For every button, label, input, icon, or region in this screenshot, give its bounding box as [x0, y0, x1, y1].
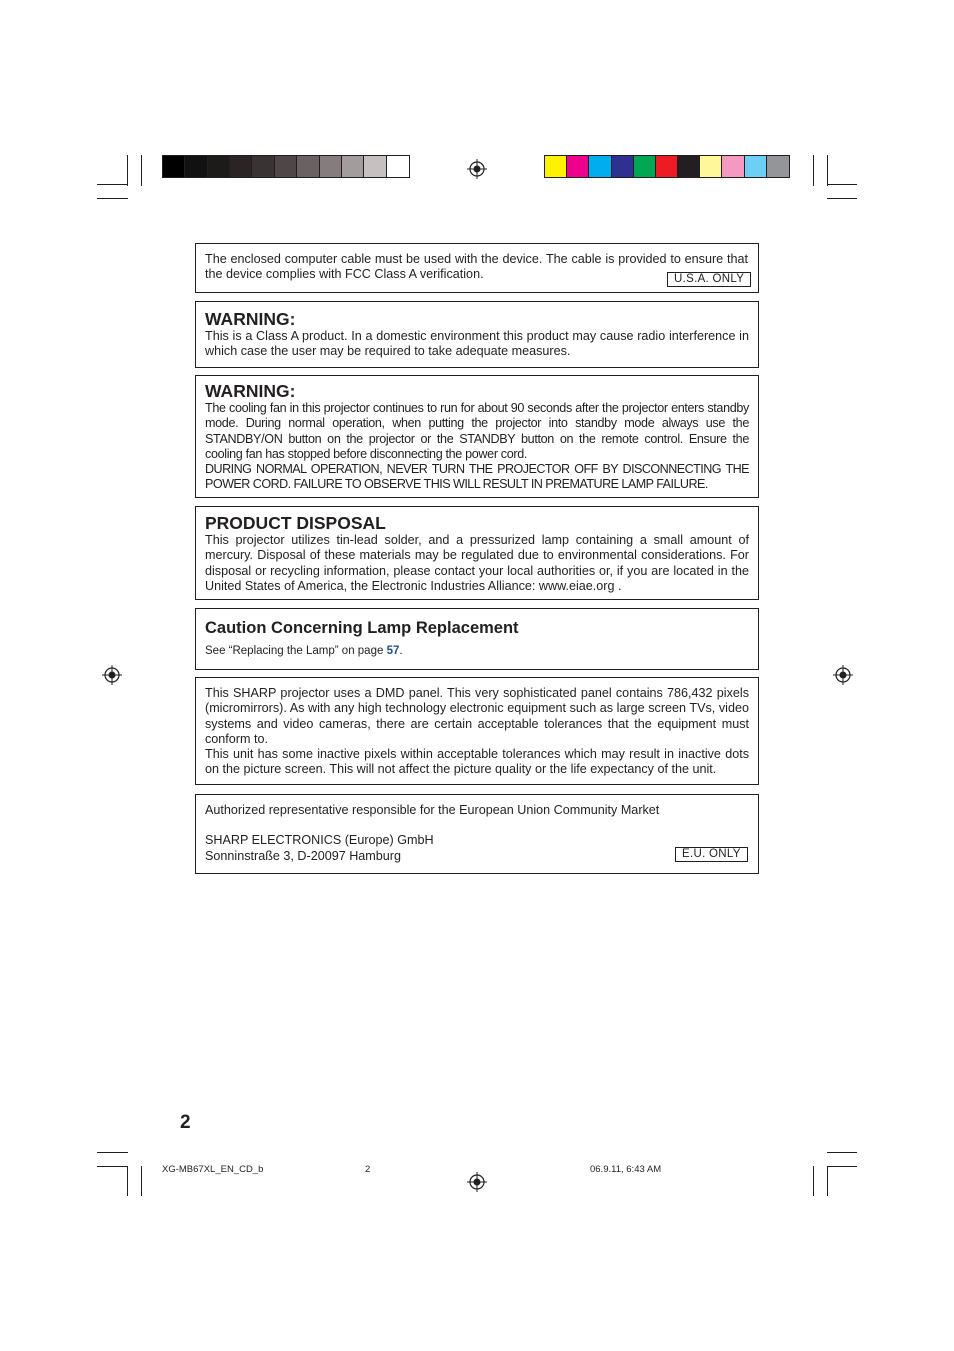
eu-representative-text: Authorized representative responsible for the European Union Community Market [205, 803, 660, 817]
color-swatch [230, 156, 252, 177]
grayscale-color-bar [162, 155, 410, 178]
dmd-panel-text: This SHARP projector uses a DMD panel. This very sophisticated panel contains 786,432 pixels (micromirrors). As with any high technology electronic equipment such as large screen TVs, video systems and video cameras, there are certain acceptable tolerances that the equipment must conform to. [205, 686, 749, 746]
footer-file-name: XG-MB67XL_EN_CD_b [162, 1164, 264, 1175]
color-swatch [722, 156, 744, 177]
product-disposal-text: This projector utilizes tin-lead solder, and a pressurized lamp containing a small amount of mercury. Disposal of these materials may be regulated due to environmental considerations. For disposal or recycling information, please contact your local authorities or, if you are located in the United States of America, the Electronic Industries Alliance: www.eiae.org . [205, 533, 749, 593]
color-swatch [275, 156, 297, 177]
footer-timestamp: 06.9.11, 6:43 AM [590, 1164, 662, 1175]
color-swatch [656, 156, 678, 177]
color-swatch [634, 156, 656, 177]
lamp-caution-heading: Caution Concerning Lamp Replacement [205, 619, 519, 637]
color-swatch [297, 156, 319, 177]
color-swatch [545, 156, 567, 177]
eu-representative-box [195, 794, 759, 874]
color-swatch [567, 156, 589, 177]
company-name: SHARP ELECTRONICS (Europe) GmbH [205, 833, 434, 848]
color-swatch [678, 156, 700, 177]
power-cord-warning-text: DURING NORMAL OPERATION, NEVER TURN THE PROJECTOR OFF BY DISCONNECTING THE POWER CORD. FAILURE TO OBSERVE THIS WILL RESULT IN PREMATURE LAMP FAILURE. [205, 462, 749, 492]
registration-mark-icon [833, 665, 853, 685]
color-swatch [589, 156, 611, 177]
footer-page-number: 2 [365, 1164, 371, 1175]
warning-heading: WARNING: [205, 381, 296, 401]
product-disposal-box [195, 506, 759, 600]
color-swatch [185, 156, 207, 177]
color-swatch [163, 156, 185, 177]
color-swatch [252, 156, 274, 177]
lamp-replacement-box [195, 608, 759, 670]
color-swatch [700, 156, 722, 177]
color-swatch [612, 156, 634, 177]
cooling-fan-warning-box [195, 375, 759, 498]
class-a-warning-box [195, 301, 759, 368]
company-address: Sonninstraße 3, D-20097 Hamburg [205, 848, 402, 863]
product-disposal-heading: PRODUCT DISPOSAL [205, 513, 386, 533]
color-swatch [320, 156, 342, 177]
usa-only-tag: U.S.A. ONLY [667, 272, 751, 287]
color-swatch [745, 156, 767, 177]
fcc-notice-text: The enclosed computer cable must be used with the device. The cable is provided to ensure that the device complies with FCC Class A verification. [205, 252, 748, 282]
color-swatch [342, 156, 364, 177]
lamp-reference-text: See “Replacing the Lamp” on page 57. [205, 645, 403, 657]
dmd-panel-box [195, 677, 759, 785]
color-swatch [767, 156, 789, 177]
eu-only-tag: E.U. ONLY [675, 847, 748, 862]
cooling-fan-warning-text: The cooling fan in this projector continues to run for about 90 seconds after the projector enters standby mode. During normal operation, when putting the projector into standby mode always use the STANDBY/ON button on the projector or the STANDBY button on the remote control. Ensure the cooling fan has stopped before disconnecting the power cord. [205, 401, 749, 461]
registration-mark-icon [467, 159, 487, 179]
page-number: 2 [180, 1112, 191, 1133]
inactive-pixels-text: This unit has some inactive pixels within acceptable tolerances which may result in inactive dots on the picture screen. This will not affect the picture quality or the life expectancy of the unit. [205, 747, 749, 777]
page-link[interactable]: 57 [386, 645, 400, 657]
registration-mark-icon [102, 665, 122, 685]
color-swatch [364, 156, 386, 177]
color-swatch [208, 156, 230, 177]
class-a-warning-text: This is a Class A product. In a domestic environment this product may cause radio interference in which case the user may be required to take adequate measures. [205, 329, 749, 359]
color-swatch [387, 156, 409, 177]
process-color-bar [544, 155, 790, 178]
fcc-notice-box [195, 243, 759, 293]
registration-mark-icon [467, 1172, 487, 1192]
warning-heading: WARNING: [205, 309, 296, 329]
